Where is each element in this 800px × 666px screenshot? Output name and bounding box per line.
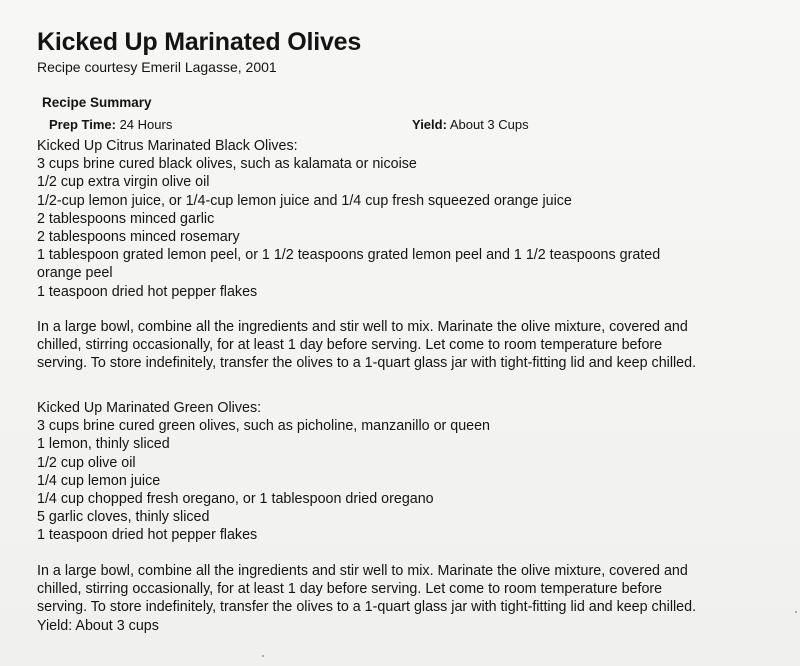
prep-time <box>49 117 172 132</box>
black-olives-directions <box>37 318 777 373</box>
black-olives-section <box>37 137 777 301</box>
prep-time-label: Prep Time: <box>49 117 116 132</box>
ingredient-line: 1 tablespoon grated lemon peel, or 1 1/2 teaspoons grated lemon peel and 1 1/2 teaspoons grated <box>37 247 661 264</box>
scan-speck <box>262 655 264 657</box>
ingredient-line: 2 tablespoons minced garlic <box>37 210 215 227</box>
ingredient-line: 2 tablespoons minced rosemary <box>37 229 240 246</box>
ingredient-line: 1/4 cup lemon juice <box>37 472 161 489</box>
scan-speck <box>795 611 797 613</box>
recipe-title: Kicked Up Marinated Olives <box>37 28 362 56</box>
direction-line: chilled, stirring occasionally, for at least 1 day before serving. Let come to room temperature before <box>37 581 663 598</box>
ingredient-line: 3 cups brine cured green olives, such as picholine, manzanillo or queen <box>37 418 491 435</box>
direction-line: In a large bowl, combine all the ingredients and stir well to mix. Marinate the olive mixture, covered and <box>37 319 688 335</box>
ingredient-line: 1/2 cup olive oil <box>37 454 136 471</box>
summary-heading: Recipe Summary <box>42 95 152 110</box>
green-olives-section <box>37 399 777 545</box>
ingredient-line: 1 lemon, thinly sliced <box>37 436 170 453</box>
yield-footer: Yield: About 3 cups <box>37 617 159 634</box>
ingredient-line: orange peel <box>37 265 113 282</box>
ingredient-line: 3 cups brine cured black olives, such as kalamata or nicoise <box>37 156 417 173</box>
ingredient-line: 1 teaspoon dried hot pepper flakes <box>37 283 258 300</box>
direction-line: chilled, stirring occasionally, for at least 1 day before serving. Let come to room temperature before <box>37 337 663 354</box>
ingredient-line: 5 garlic cloves, thinly sliced <box>37 509 210 526</box>
direction-line: serving. To store indefinitely, transfer the olives to a 1-quart glass jar with tight-fitting lid and keep chilled. <box>37 599 697 616</box>
black-olives-heading: Kicked Up Citrus Marinated Black Olives: <box>37 138 298 154</box>
ingredient-line: 1 teaspoon dried hot pepper flakes <box>37 527 258 544</box>
direction-line: In a large bowl, combine all the ingredients and stir well to mix. Marinate the olive mixture, covered and <box>37 563 688 579</box>
recipe-courtesy: Recipe courtesy Emeril Lagasse, 2001 <box>37 59 277 75</box>
green-olives-directions <box>37 562 777 635</box>
ingredient-line: 1/4 cup chopped fresh oregano, or 1 tablespoon dried oregano <box>37 491 434 508</box>
prep-time-value: 24 Hours <box>119 117 173 132</box>
yield <box>412 117 529 132</box>
ingredient-line: 1/2 cup extra virgin olive oil <box>37 174 210 191</box>
yield-value: About 3 Cups <box>449 117 529 132</box>
yield-label: Yield: <box>412 117 447 132</box>
green-olives-heading: Kicked Up Marinated Green Olives: <box>37 400 262 416</box>
direction-line: serving. To store indefinitely, transfer the olives to a 1-quart glass jar with tight-fitting lid and keep chilled. <box>37 355 697 372</box>
ingredient-line: 1/2-cup lemon juice, or 1/4-cup lemon juice and 1/4 cup fresh squeezed orange juice <box>37 192 572 209</box>
